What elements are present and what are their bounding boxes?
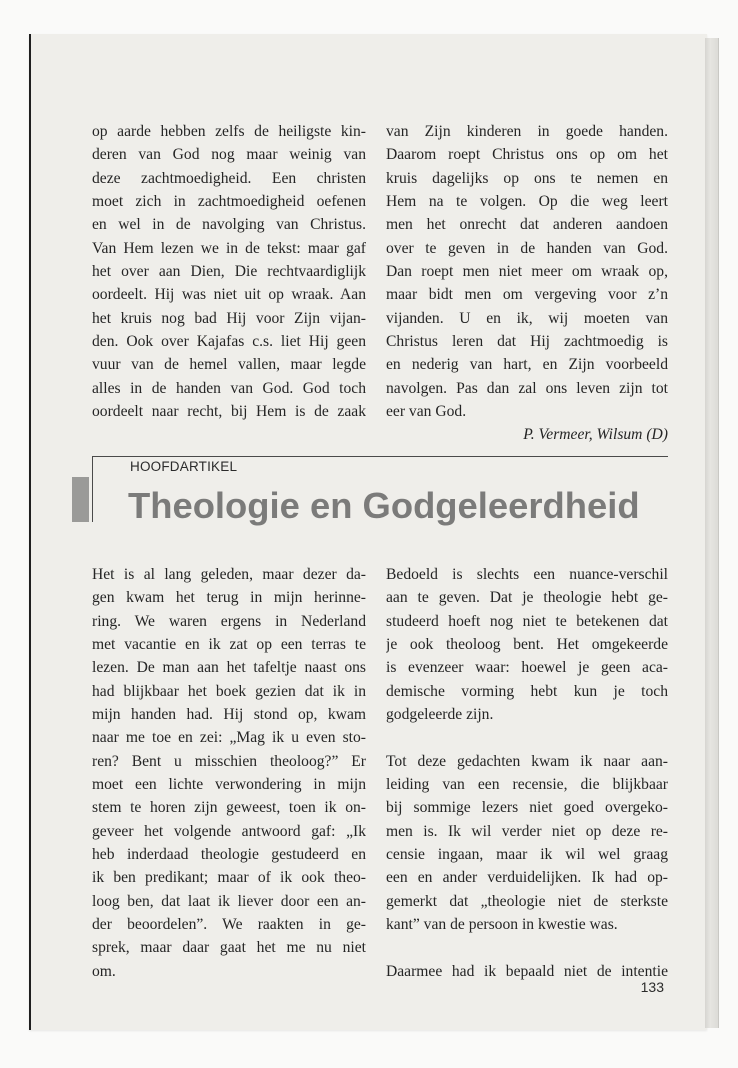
text-line: moet zich in zachtmoedigheid oefenen (92, 192, 366, 210)
text-line: Tot deze gedachten kwam ik naar aan- (386, 752, 668, 770)
text-line: demische vorming hebt kun je toch (386, 682, 668, 700)
text-line: bij sommige lezers niet goed overgeko- (386, 799, 668, 817)
text-line: Christus leren dat Hij zachtmoedig is (386, 332, 668, 350)
paragraph (386, 750, 668, 937)
text-line: deze zachtmoedigheid. Een christen (92, 169, 366, 187)
text-line: maar bidt men om vergeving voor z’n (386, 286, 668, 304)
text-line: gemerkt dat „theologie niet de sterkste (386, 892, 668, 910)
text-line: op aarde hebben zelfs de heiligste kin- (92, 123, 366, 140)
header-accent-block (72, 477, 89, 522)
paragraph (386, 563, 668, 726)
article-right-column (386, 563, 668, 983)
text-line: der beoordelen”. We raakten in ge- (92, 915, 366, 933)
text-line: leiding van een recensie, die blijkbaar (386, 775, 668, 793)
text-line: Van Hem lezen we in de tekst: maar gaf (92, 239, 366, 257)
text-line: loog ben, dat laat ik liever door een an- (92, 892, 366, 910)
text-line: men is. Ik wil verder niet op deze re- (386, 822, 668, 840)
text-line: ik ben predikant; maar of ik ook theo- (92, 869, 366, 887)
text-line: deren van God nog maar weinig van (92, 146, 366, 164)
text-line: navolgen. Pas dan zal ons leven zijn tot (386, 379, 668, 397)
text-line: Hem na te volgen. Op die weg leert (386, 192, 668, 210)
text-line: mijn handen had. Hij stond op, kwam (92, 705, 366, 723)
text-line: kruis dagelijks op ons te nemen en (386, 169, 668, 187)
text-line: aan te geven. Dat je theologie hebt ge- (386, 589, 668, 607)
text-line: om. (92, 962, 116, 980)
text-line: kant” van de persoon in kwestie was. (386, 915, 618, 933)
text-line: eer van God. (386, 402, 467, 420)
text-line: een en ander verduidelijken. Ik had op- (386, 869, 668, 887)
article-headline: Theologie en Godgeleerdheid (128, 485, 640, 526)
header-top-rule (92, 456, 668, 457)
text-line: en nederig van hart, en Zijn voorbeeld (386, 356, 668, 374)
text-line: het kruis nog bad Hij voor Zijn vijan- (92, 309, 366, 327)
text-line: censie ingaan, maar ik wil wel graag (386, 845, 668, 863)
text-line: het over aan Dien, Die rechtvaardiglijk (92, 262, 366, 280)
text-line: alles in de handen van God. God toch (92, 379, 366, 397)
text-line: moet een lichte verwondering in mijn (92, 775, 366, 793)
text-line: oordeelt. Hij was niet uit op wraak. Aan (92, 286, 366, 304)
previous-article-left-column (92, 120, 366, 423)
text-line: Het is al lang geleden, maar dezer da- (92, 566, 366, 583)
text-line: had blijkbaar het boek gezien dat ik in (92, 682, 366, 700)
text-line: over te geven in de handen van God. (386, 239, 668, 257)
paragraph (92, 563, 366, 983)
text-line: stem te horen zijn geweest, toen ik on- (92, 799, 366, 817)
text-line: den. Ook over Kajafas c.s. liet Hij geen (92, 332, 366, 350)
text-line: ring. We waren ergens in Nederland (92, 612, 366, 630)
previous-article-right-column (386, 120, 668, 423)
paragraph (386, 120, 668, 423)
text-line: studeerd hoeft nog niet te betekenen dat (386, 612, 668, 630)
text-line: naar me toe en zei: „Mag ik u even sto- (92, 729, 366, 747)
text-line: en wel in de navolging van Christus. (92, 216, 366, 234)
text-line: geveer het volgende antwoord gaf: „Ik (92, 822, 366, 840)
text-line: gen kwam het terug in mijn herinne- (92, 589, 366, 607)
text-line: ren? Bent u misschien theoloog?” Er (92, 752, 366, 770)
text-line: oordeelt naar recht, bij Hem is de zaak (92, 402, 366, 420)
text-line: lezen. De man aan het tafeltje naast ons (92, 659, 366, 677)
text-line: vijanden. U en ik, wij moeten van (386, 309, 668, 327)
author-signature: P. Vermeer, Wilsum (D) (523, 426, 668, 443)
paragraph (92, 120, 366, 423)
article-left-column (92, 563, 366, 983)
section-label: HOOFDARTIKEL (130, 459, 238, 474)
text-line: Daarom roept Christus ons op om het (386, 146, 668, 164)
text-line: men het onrecht dat anderen aandoen (386, 216, 668, 234)
page-edge-shadow (705, 38, 719, 1028)
text-line: is evenzeer waar: hoewel je geen aca- (386, 659, 668, 677)
text-line: sprek, maar daar gaat het me nu niet (92, 939, 366, 957)
text-line: met vacantie en ik zat op een terras te (92, 635, 366, 653)
text-line: godgeleerde zijn. (386, 705, 494, 723)
text-line: Bedoeld is slechts een nuance-verschil (386, 566, 668, 583)
text-line: vuur van de hemel vallen, maar legde (92, 356, 366, 374)
text-line: Daarmee had ik bepaald niet de intentie (386, 962, 668, 980)
text-line: je ook theoloog bent. Het omgekeerde (386, 635, 668, 653)
text-line: van Zijn kinderen in goede handen. (386, 123, 668, 140)
header-left-rule (92, 456, 93, 522)
text-line: heb inderdaad theologie gestudeerd en (92, 845, 366, 863)
page-number: 133 (640, 979, 664, 995)
text-line: Dan roept men niet meer om wraak op, (386, 262, 668, 280)
